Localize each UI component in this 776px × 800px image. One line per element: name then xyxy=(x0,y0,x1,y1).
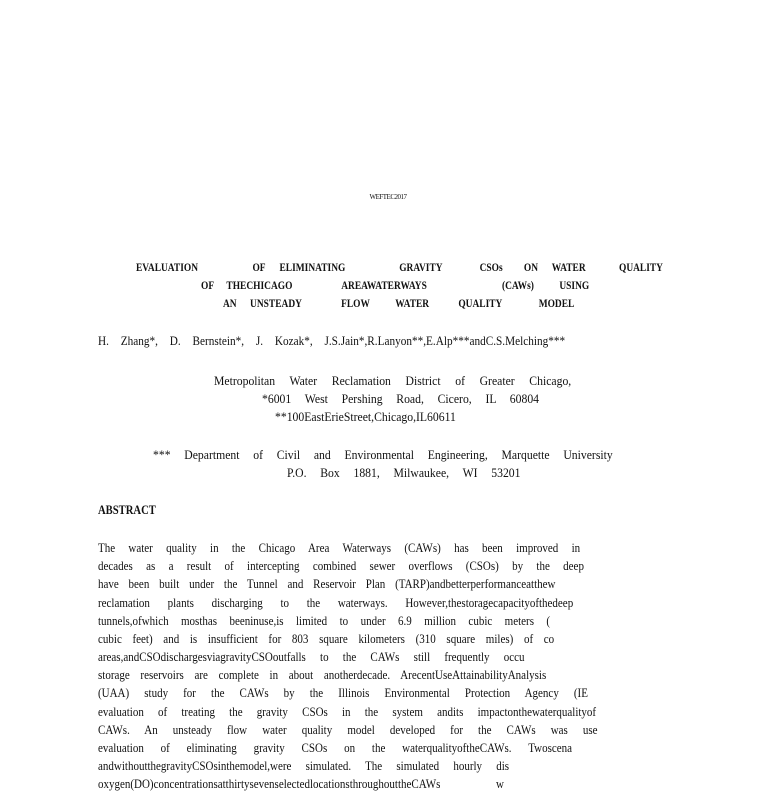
title-word: MODEL xyxy=(538,298,575,310)
title-word: THECHICAGO xyxy=(226,280,293,292)
affiliation-line: Metropolitan Water Reclamation District of Greater Chicago, xyxy=(214,373,572,388)
abstract-line: reclamation plants discharging to the waterways. However,thestoragecapacityofthedeep xyxy=(98,596,574,610)
title-word: ON xyxy=(523,262,539,274)
title-word: QUALITY xyxy=(618,262,664,274)
title-word: AN xyxy=(223,298,237,310)
abstract-line: The water quality in the Chicago Area Waterways (CAWs) has been improved in xyxy=(98,541,581,555)
title-word: QUALITY xyxy=(458,298,503,310)
abstract-line: storage reservoirs are complete in about anotherdecade. ArecentUseAttainabilityAnalysis xyxy=(98,668,547,682)
abstract-line: evaluation of eliminating gravity CSOs on the waterqualityoftheCAWs. Twoscena xyxy=(98,741,573,755)
title-line-1 xyxy=(136,262,663,274)
title-word: USING xyxy=(559,280,590,292)
affiliation-line: P.O. Box 1881, Milwaukee, WI 53201 xyxy=(287,465,521,480)
affiliation-line: *** Department of Civil and Environmental Engineering, Marquette University xyxy=(153,447,613,462)
title-word: OF xyxy=(201,280,215,292)
title-word: UNSTEADY xyxy=(250,298,302,310)
title-word: EVALUATION xyxy=(136,262,199,274)
title-word: AREAWATERWAYS xyxy=(341,280,427,292)
title-line-2 xyxy=(201,280,589,292)
abstract-line: oxygen(DO)concentrationsatthirtysevenselectedlocationsthroughouttheCAWs w xyxy=(98,777,504,791)
abstract-line: (UAA) study for the CAWs by the Illinois Environmental Protection Agency (IE xyxy=(98,686,588,700)
conference-tag: WEFTEC2017 xyxy=(369,193,407,201)
author-list: H. Zhang*, D. Bernstein*, J. Kozak*, J.S.Jain*,R.Lanyon**,E.Alp***andC.S.Melching*** xyxy=(98,334,566,348)
title-word: (CAWs) xyxy=(501,280,534,292)
abstract-line: have been built under the Tunnel and Reservoir Plan (TARP)andbetterperformanceatthew xyxy=(98,577,556,591)
title-word: CSOs xyxy=(479,262,503,274)
title-word: FLOW xyxy=(341,298,370,310)
title-word: ELIMINATING xyxy=(279,262,346,274)
abstract-line: areas,andCSOdischargesviagravityCSOoutfalls to the CAWs still frequently occu xyxy=(98,650,525,664)
abstract-line: evaluation of treating the gravity CSOs in the system andits impactonthewaterqualityof xyxy=(98,705,597,719)
title-word: WATER xyxy=(395,298,430,310)
title-word: OF xyxy=(252,262,266,274)
abstract-line: tunnels,ofwhich mosthas beeninuse,is limited to under 6.9 million cubic meters ( xyxy=(98,614,551,628)
title-word: WATER xyxy=(551,262,586,274)
abstract-line: andwithoutthegravityCSOsinthemodel,were simulated. The simulated hourly dis xyxy=(98,759,510,773)
abstract-line: CAWs. An unsteady flow water quality model developed for the CAWs was use xyxy=(98,723,598,737)
abstract-line: cubic feet) and is insufficient for 803 square kilometers (310 square miles) of co xyxy=(98,632,555,646)
abstract-line: decades as a result of intercepting combined sewer overflows (CSOs) by the deep xyxy=(98,559,584,573)
affiliation-line: **100EastErieStreet,Chicago,IL60611 xyxy=(275,409,456,424)
affiliation-line: *6001 West Pershing Road, Cicero, IL 60804 xyxy=(262,391,540,406)
title-word: GRAVITY xyxy=(399,262,443,274)
abstract-heading: ABSTRACT xyxy=(98,503,156,517)
title-line-3 xyxy=(223,298,574,310)
